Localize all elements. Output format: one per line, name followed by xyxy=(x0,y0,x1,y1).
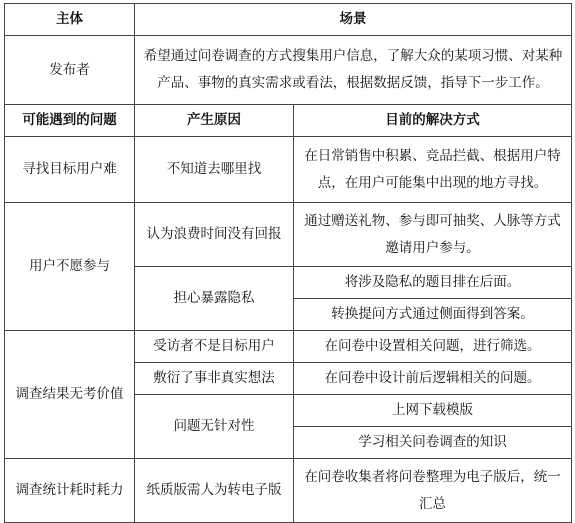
solution-cell: 转换提问方式通过侧面得到答案。 xyxy=(294,299,572,331)
table-row xyxy=(5,331,572,363)
solution-cell: 在问卷收集者将问卷整理为电子版后，统一汇总 xyxy=(294,459,572,523)
solution-cell: 上网下载模版 xyxy=(294,395,572,427)
solution-cell: 在日常销售中积累、竞品拦截、根据用户特点，在用户可能集中出现的地方寻找。 xyxy=(294,137,572,203)
solution-cell: 在问卷中设置相关问题，进行筛选。 xyxy=(294,331,572,363)
problem-cell: 调查统计耗时耗力 xyxy=(5,459,135,523)
cause-column-header: 产生原因 xyxy=(135,105,294,137)
solution-column-header: 目前的解决方式 xyxy=(294,105,572,137)
column-header-row xyxy=(5,105,572,137)
table-row xyxy=(5,459,572,523)
cause-cell: 问题无针对性 xyxy=(135,395,294,459)
table-row xyxy=(5,137,572,203)
analysis-table xyxy=(4,3,572,523)
solution-cell: 通过赠送礼物、参与即可抽奖、人脉等方式邀请用户参与。 xyxy=(294,203,572,267)
solution-cell: 学习相关问卷调查的知识 xyxy=(294,427,572,459)
subject-header: 主体 xyxy=(5,4,135,36)
problem-cell: 调查结果无考价值 xyxy=(5,331,135,459)
publisher-label: 发布者 xyxy=(5,36,135,105)
cause-cell: 受访者不是目标用户 xyxy=(135,331,294,363)
cause-cell: 纸质版需人为转电子版 xyxy=(135,459,294,523)
publisher-row xyxy=(5,36,572,105)
problem-cell: 用户不愿参与 xyxy=(5,203,135,331)
scene-header: 场景 xyxy=(135,4,572,36)
table-row xyxy=(5,203,572,267)
publisher-description: 希望通过问卷调查的方式搜集用户信息，了解大众的某项习惯、对某种产品、事物的真实需求或看法，根据数据反馈，指导下一步工作。 xyxy=(135,36,572,105)
table-header-row xyxy=(5,4,572,36)
solution-cell: 在问卷中设计前后逻辑相关的问题。 xyxy=(294,363,572,395)
cause-cell: 认为浪费时间没有回报 xyxy=(135,203,294,267)
problem-column-header: 可能遇到的问题 xyxy=(5,105,135,137)
cause-cell: 不知道去哪里找 xyxy=(135,137,294,203)
cause-cell: 敷衍了事非真实想法 xyxy=(135,363,294,395)
cause-cell: 担心暴露隐私 xyxy=(135,267,294,331)
solution-cell: 将涉及隐私的题目排在后面。 xyxy=(294,267,572,299)
problem-cell: 寻找目标用户难 xyxy=(5,137,135,203)
